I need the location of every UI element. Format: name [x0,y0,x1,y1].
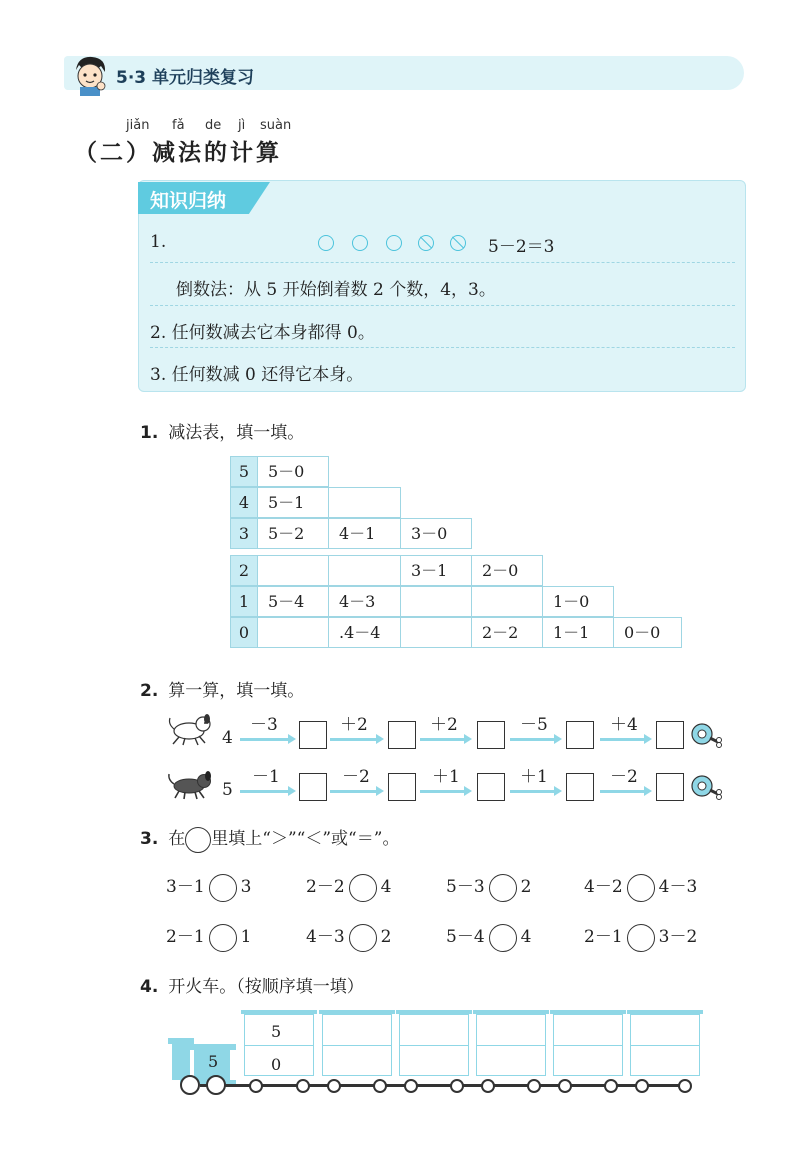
circle-icon [318,235,334,251]
compare-answer-circle[interactable] [627,874,655,902]
table-cell[interactable]: 1－1 [542,617,614,648]
question-1 [140,418,304,443]
compare-left: 2－2 [306,877,345,897]
knowledge-item1-num: 1. [150,232,167,252]
car-bottom-value: 0 [271,1055,282,1074]
compare-right: 4 [520,927,532,947]
table-row-header: 0 [230,617,258,648]
compare-item [584,922,697,952]
table-cell[interactable]: 2－2 [471,617,543,648]
wheel-icon [558,1079,572,1093]
compare-item [306,922,391,952]
answer-box[interactable] [566,721,594,749]
compare-answer-circle[interactable] [489,874,517,902]
compare-left: 3－1 [166,877,205,897]
table-cell[interactable]: 0－0 [613,617,682,648]
arrow [420,790,466,793]
circle-icon [352,235,368,251]
compare-item [446,922,531,952]
table-row-header: 5 [230,456,258,487]
table-cell[interactable]: 4－1 [328,518,401,549]
compare-answer-circle[interactable] [349,924,377,952]
compare-answer-circle[interactable] [627,924,655,952]
chain-operator: －5 [520,715,548,735]
table-cell[interactable]: 5－4 [257,586,329,617]
chain-start-number: 4 [222,728,233,748]
table-cell[interactable]: 4－3 [328,586,401,617]
table-cell[interactable]: 1－0 [542,586,614,617]
meat-icon [690,774,724,800]
arrow [240,738,290,741]
chain-operator: ＋2 [430,715,458,735]
question-number: 1. [140,423,159,443]
wheel-icon [404,1079,418,1093]
answer-box[interactable] [566,773,594,801]
compare-right: 1 [240,927,252,947]
compare-left: 2－1 [584,927,623,947]
question-2 [140,676,304,701]
table-cell[interactable] [257,617,329,648]
train-car[interactable] [476,1014,546,1076]
compare-right: 3－2 [658,927,698,947]
table-cell[interactable] [471,586,543,617]
chain-operator: ＋2 [340,715,368,735]
wheel-icon [481,1079,495,1093]
compare-item [446,872,531,902]
crossed-circle-icon [450,235,466,251]
compare-right: 2 [380,927,392,947]
answer-box[interactable] [477,773,505,801]
knowledge-item1-sub: 倒数法：从 5 开始倒着数 2 个数，4，3。 [176,280,496,300]
chain-operator: ＋4 [610,715,638,735]
arrow [600,738,646,741]
arrow [510,738,556,741]
chain-operator: －2 [342,767,370,787]
question-text: 算一算，填一填。 [168,681,305,701]
car-top-value: 5 [271,1022,282,1041]
wheel-icon [527,1079,541,1093]
wheel-icon [327,1079,341,1093]
question-text: 减法表，填一填。 [168,423,305,443]
answer-box[interactable] [388,773,416,801]
compare-item [166,872,251,902]
arrow [330,738,378,741]
knowledge-equation: 5－2＝3 [488,237,555,257]
wheel-icon [206,1075,226,1095]
table-cell[interactable] [257,555,329,586]
table-row-header: 2 [230,555,258,586]
compare-answer-circle[interactable] [209,874,237,902]
chain-operator: －3 [250,715,278,735]
answer-box[interactable] [388,721,416,749]
arrow [510,790,556,793]
chain-operator: －2 [610,767,638,787]
compare-answer-circle[interactable] [489,924,517,952]
chain-start-number: 5 [222,780,233,800]
train-car[interactable] [553,1014,623,1076]
compare-left: 4－3 [306,927,345,947]
header-title: 5·3 单元归类复习 [116,68,255,88]
arrow [240,790,290,793]
meat-icon [690,722,724,748]
crossed-circle-icon [418,235,434,251]
compare-left: 4－2 [584,877,623,897]
answer-box[interactable] [656,721,684,749]
table-cell[interactable] [328,487,401,518]
table-cell[interactable] [328,555,401,586]
question-text: 在 [168,829,186,849]
compare-left: 5－4 [446,927,485,947]
table-cell[interactable]: 3－0 [400,518,472,549]
table-cell[interactable]: 5－1 [257,487,329,518]
dog-icon [165,712,213,746]
pinyin: jì [238,118,246,133]
wheel-icon [249,1079,263,1093]
pinyin: jiǎn [126,118,150,133]
pinyin: de [205,118,222,133]
circle-icon [386,235,402,251]
table-row-header: 1 [230,586,258,617]
wheel-icon [450,1079,464,1093]
table-cell[interactable]: 2－0 [471,555,543,586]
section-title: （二）减法的计算 [74,140,282,166]
chain-operator: －1 [252,767,280,787]
compare-right: 4－3 [658,877,698,897]
table-cell[interactable]: 3－1 [400,555,472,586]
wheel-icon [678,1079,692,1093]
wheel-icon [180,1075,200,1095]
compare-item [166,922,251,952]
question-4 [140,972,364,997]
table-cell[interactable] [400,617,472,648]
question-number: 2. [140,681,159,701]
table-row-header: 4 [230,487,258,518]
train-car[interactable] [322,1014,392,1076]
compare-answer-circle[interactable] [209,924,237,952]
dog-icon [165,770,215,800]
compare-right: 2 [520,877,532,897]
wheel-icon [635,1079,649,1093]
arrow [330,790,378,793]
divider [150,305,735,306]
question-number: 3. [140,829,159,849]
table-cell[interactable] [400,586,472,617]
wheel-icon [296,1079,310,1093]
compare-right: 4 [380,877,392,897]
table-cell[interactable]: 5－2 [257,518,329,549]
pinyin: suàn [260,118,292,133]
chain-operator: ＋1 [432,767,460,787]
answer-box[interactable] [299,773,327,801]
train-car[interactable] [630,1014,700,1076]
answer-box[interactable] [299,721,327,749]
compare-left: 2－1 [166,927,205,947]
question-text: 里填上“＞”“＜”或“＝”。 [211,829,400,849]
engine-number: 5 [208,1052,219,1071]
question-text: 开火车。（按顺序填一填） [168,977,364,997]
table-cell[interactable]: 5－0 [257,456,329,487]
circle-icon [185,827,211,853]
knowledge-item3: 3. 任何数减 0 还得它本身。 [150,365,364,385]
question-number: 4. [140,977,159,997]
answer-box[interactable] [656,773,684,801]
question-3 [140,824,399,853]
knowledge-tab-label: 知识归纳 [150,190,227,212]
compare-left: 5－3 [446,877,485,897]
wheel-icon [373,1079,387,1093]
answer-box[interactable] [477,721,505,749]
compare-answer-circle[interactable] [349,874,377,902]
wheel-icon [604,1079,618,1093]
mascot-icon [68,52,112,96]
divider [150,262,735,263]
pinyin: fǎ [172,118,185,133]
compare-item [306,872,391,902]
compare-item [584,872,697,902]
arrow [600,790,646,793]
train-car[interactable] [399,1014,469,1076]
knowledge-item2: 2. 任何数减去它本身都得 0。 [150,323,375,343]
divider [150,347,735,348]
compare-right: 3 [240,877,252,897]
chain-operator: ＋1 [520,767,548,787]
table-row-header: 3 [230,518,258,549]
table-cell[interactable]: .4－4 [328,617,401,648]
arrow [420,738,466,741]
locomotive-icon [166,1034,242,1090]
